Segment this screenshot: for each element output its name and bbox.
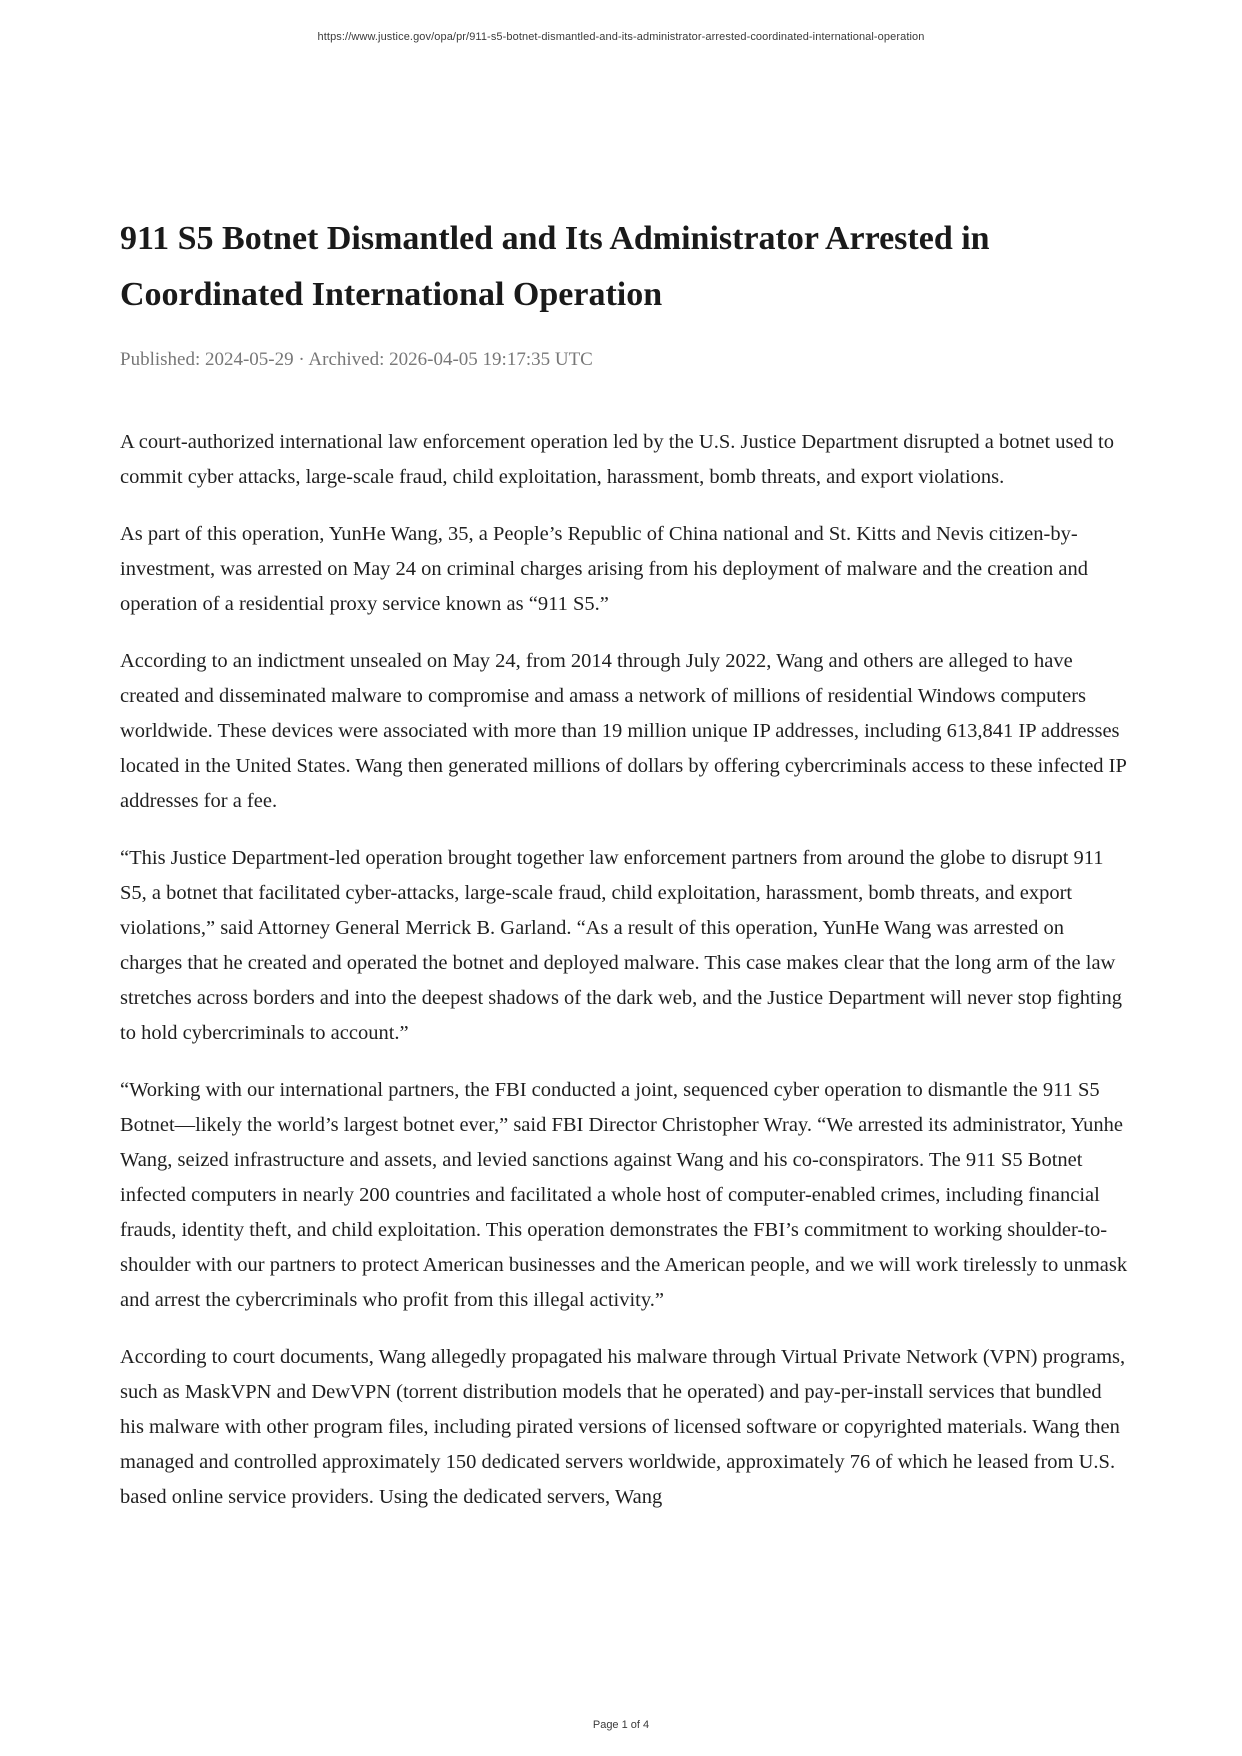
article-paragraph: A court-authorized international law enforcement operation led by the U.S. Justice Department disrupted a botnet used to commit cyber attacks, large-scale fraud, child exploitation, harassment, bomb threats, and export violations. xyxy=(120,431,1114,488)
article xyxy=(120,211,1130,1537)
page-number: Page 1 of 4 xyxy=(592,1719,650,1731)
article-paragraph: According to an indictment unsealed on May 24, from 2014 through July 2022, Wang and others are alleged to have created and disseminated malware to compromise and amass a network of millions of residential Windows computers worldwide. These devices were associated with more than 19 million unique IP addresses, including 613,841 IP addresses located in the United States. Wang then generated millions of dollars by offering cybercriminals access to these infected IP addresses for a fee. xyxy=(120,650,1127,812)
article-title: 911 S5 Botnet Dismantled and Its Administrator Arrested in Coordinated International Operation xyxy=(120,220,990,313)
page-url-header: https://www.justice.gov/opa/pr/911-s5-botnet-dismantled-and-its-administrator-arrested-coordinated-international-operation xyxy=(317,31,925,43)
article-paragraph: “This Justice Department-led operation brought together law enforcement partners from around the globe to disrupt 911 S5, a botnet that facilitated cyber-attacks, large-scale fraud, child exploitation, harassment, bomb threats, and export violations,” said Attorney General Merrick B. Garland. “As a result of this operation, YunHe Wang was arrested on charges that he created and operated the botnet and deployed malware. This case makes clear that the long arm of the law stretches across borders and into the deepest shadows of the dark web, and the Justice Department will never stop fighting to hold cybercriminals to account.” xyxy=(120,847,1122,1044)
publication-meta: Published: 2024-05-29 · Archived: 2026-04-05 19:17:35 UTC xyxy=(120,349,593,370)
article-body xyxy=(120,425,1130,1515)
article-paragraph: According to court documents, Wang allegedly propagated his malware through Virtual Private Network (VPN) programs, such as MaskVPN and DewVPN (torrent distribution models that he operated) and pay-per-install services that bundled his malware with other program files, including pirated versions of licensed software or copyrighted materials. Wang then managed and controlled approximately 150 dedicated servers worldwide, approximately 76 of which he leased from U.S. based online service providers. Using the dedicated servers, Wang xyxy=(120,1346,1126,1508)
article-paragraph: As part of this operation, YunHe Wang, 35, a People’s Republic of China national and St. Kitts and Nevis citizen-by-investment, was arrested on May 24 on criminal charges arising from his deployment of malware and the creation and operation of a residential proxy service known as “911 S5.” xyxy=(120,523,1088,615)
article-paragraph: “Working with our international partners, the FBI conducted a joint, sequenced cyber operation to dismantle the 911 S5 Botnet—likely the world’s largest botnet ever,” said FBI Director Christopher Wray. “We arrested its administrator, Yunhe Wang, seized infrastructure and assets, and levied sanctions against Wang and his co-conspirators. The 911 S5 Botnet infected computers in nearly 200 countries and facilitated a whole host of computer-enabled crimes, including financial frauds, identity theft, and child exploitation. This operation demonstrates the FBI’s commitment to working shoulder-to-shoulder with our partners to protect American businesses and the American people, and we will work tirelessly to unmask and arrest the cybercriminals who profit from this illegal activity.” xyxy=(120,1079,1128,1311)
